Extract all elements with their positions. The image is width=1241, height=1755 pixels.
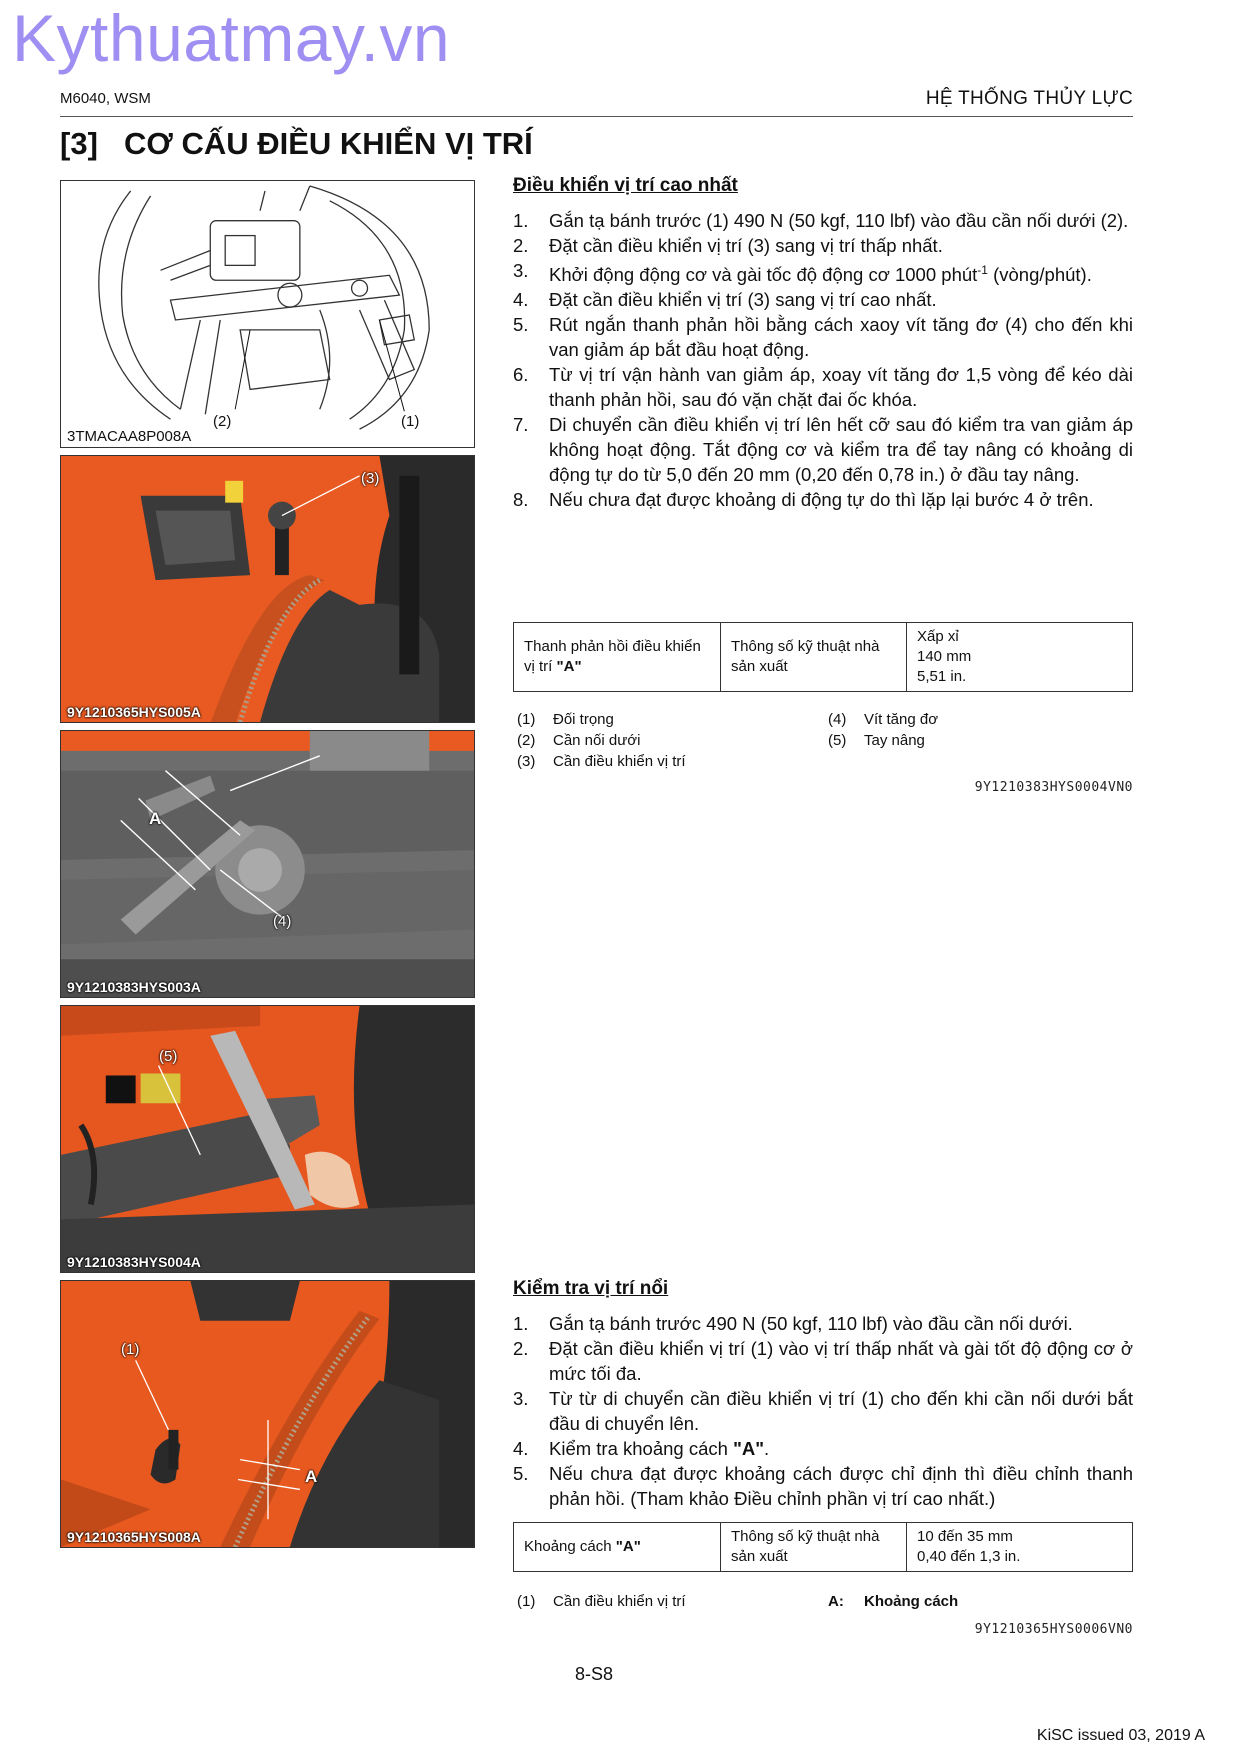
callout-1: (1): [401, 413, 420, 430]
header-chapter: HỆ THỐNG THỦY LỰC: [925, 88, 1133, 109]
callout-A: A: [149, 809, 162, 828]
figure-float-position: [60, 1280, 475, 1548]
callout-2: (2): [213, 413, 232, 430]
legend-top-left: (1) Đối trọng (2) Cần nối dưới (3) Cần điều khiển vị trí: [517, 711, 686, 770]
legend-float-right: A: Khoảng cách: [828, 1593, 959, 1610]
step-number: 3.: [513, 260, 529, 281]
figure-position-lever: [60, 455, 475, 723]
step-text: Rút ngắn thanh phản hồi bằng cách xaoy vít tăng đơ (4) cho đến khi van giảm áp bắt đầu hoạt động.: [549, 314, 1133, 361]
spec-value: Xấp xỉ 140 mm 5,51 in.: [907, 623, 1133, 692]
figure-lift-arm: [60, 1005, 475, 1273]
subsection-title-float: Kiểm tra vị trí nổi: [513, 1278, 669, 1299]
step-number: 4.: [513, 1438, 529, 1459]
section-number: [3]: [60, 126, 98, 161]
figure-turnbuckle: [60, 730, 475, 998]
step-number: 2.: [513, 1338, 529, 1359]
step-text: Đặt cần điều khiển vị trí (3) sang vị trí cao nhất.: [549, 289, 937, 311]
steps-float: [513, 1311, 1133, 1511]
step-item: [513, 258, 1133, 287]
lift-arm-photo-icon: [61, 1006, 474, 1272]
step-text-tail: (vòng/phút).: [987, 264, 1092, 286]
step-text: Từ từ di chuyển cần điều khiển vị trí (1) cho đến khi cần nối dưới bắt đầu di chuyển lên.: [549, 1388, 1133, 1434]
figure-code: 9Y1210365HYS008A: [67, 1529, 201, 1545]
spec-type: Thông số kỹ thuật nhà sản xuất: [721, 1523, 907, 1572]
doc-code-float: 9Y1210365HYS0006VN0: [974, 1622, 1133, 1637]
step-text: Khởi động động cơ và gài tốc độ động cơ 1000 phút: [549, 264, 978, 286]
step-number: 8.: [513, 489, 529, 511]
steps-top-limit: [513, 208, 1133, 512]
callout-3: (3): [361, 470, 380, 487]
section-title: [60, 126, 533, 162]
legend-top-right: (4) Vít tăng đơ (5) Tay nâng: [828, 711, 939, 749]
step-number: 2.: [513, 235, 529, 256]
step-text: Đặt cần điều khiển vị trí (1) vào vị trí thấp nhất và gài tốt độ động cơ ở mức tối đa.: [549, 1338, 1133, 1384]
step-item: [513, 1336, 1133, 1386]
turnbuckle-photo-icon: [61, 731, 474, 997]
callout-5: (5): [159, 1048, 178, 1065]
spec-table-float: [513, 1522, 1133, 1572]
step-superscript: -1: [977, 263, 988, 277]
doc-code-top-limit: 9Y1210383HYS0004VN0: [974, 780, 1133, 795]
step-text: Kiểm tra khoảng cách: [549, 1438, 734, 1459]
lever-photo-icon: [61, 456, 474, 722]
step-item: [513, 487, 1133, 512]
step-bold: "A": [733, 1438, 764, 1459]
section-title-text: CƠ CẤU ĐIỀU KHIỂN VỊ TRÍ: [124, 126, 533, 161]
step-number: 5.: [513, 314, 529, 336]
header-model: M6040, WSM: [60, 90, 151, 107]
step-item: [513, 362, 1133, 412]
step-number: 7.: [513, 414, 529, 436]
callout-A: A: [305, 1467, 318, 1486]
step-text: Đặt cần điều khiển vị trí (3) sang vị trí thấp nhất.: [549, 235, 943, 256]
step-number: 5.: [513, 1463, 529, 1484]
issue-note: KiSC issued 03, 2019 A: [1036, 1727, 1205, 1744]
float-photo-icon: [61, 1281, 474, 1547]
step-item: [513, 1461, 1133, 1511]
spec-table-top-limit: [513, 622, 1133, 692]
callout-1: (1): [121, 1341, 140, 1358]
spec-type: Thông số kỹ thuật nhà sản xuất: [721, 623, 907, 692]
step-number: 1.: [513, 1313, 529, 1334]
watermark: Kythuatmay.vn: [12, 1, 451, 75]
linkage-drawing-icon: [61, 181, 474, 447]
step-item: [513, 1311, 1133, 1336]
step-item: [513, 233, 1133, 258]
step-text: Gắn tạ bánh trước (1) 490 N (50 kgf, 110 lbf) vào đầu cần nối dưới (2).: [549, 210, 1129, 231]
figure-code: 9Y1210365HYS005A: [67, 704, 201, 720]
figure-code: 9Y1210383HYS003A: [67, 979, 201, 995]
step-text: Nếu chưa đạt được khoảng cách được chỉ định thì điều chỉnh thanh phản hồi. (Tham khảo Điều chỉnh phần vị trí cao nhất.): [549, 1463, 1133, 1509]
step-text-tail: .: [763, 1438, 770, 1459]
figure-line-drawing: [60, 180, 475, 448]
legend-float-left: (1) Cần điều khiển vị trí: [517, 1593, 686, 1610]
step-number: 3.: [513, 1388, 529, 1409]
step-number: 6.: [513, 364, 529, 386]
step-item: [513, 208, 1133, 233]
spec-item: Khoảng cách "A": [514, 1523, 721, 1572]
step-item: [513, 1436, 1133, 1461]
figure-code: 3TMACAA8P008A: [67, 428, 192, 445]
step-text: Từ vị trí vận hành van giảm áp, xoay vít tăng đơ 1,5 vòng để kéo dài thanh phản hồi, sau đó vặn chặt đai ốc khóa.: [549, 364, 1133, 411]
header-rule: [60, 116, 1133, 117]
subsection-title-top-limit: Điều khiển vị trí cao nhất: [513, 175, 738, 196]
step-item: [513, 287, 1133, 312]
step-number: 1.: [513, 210, 529, 231]
callout-4: (4): [273, 913, 292, 930]
step-text: Nếu chưa đạt được khoảng di động tự do thì lặp lại bước 4 ở trên.: [549, 489, 1094, 511]
step-item: [513, 312, 1133, 362]
spec-value: 10 đến 35 mm 0,40 đến 1,3 in.: [907, 1523, 1133, 1572]
step-text: Di chuyển cần điều khiển vị trí lên hết cỡ sau đó kiểm tra van giảm áp không hoạt động. Tắt động cơ và kiểm tra để tay nâng có khoảng di động tự do từ 5,0 đến 20 mm (0,20 đến 0,78 in.) ở đầu tay nâng.: [549, 414, 1133, 486]
step-item: [513, 1386, 1133, 1436]
step-item: [513, 412, 1133, 487]
figure-code: 9Y1210383HYS004A: [67, 1254, 201, 1270]
step-text: Gắn tạ bánh trước 490 N (50 kgf, 110 lbf) vào đầu cần nối dưới.: [549, 1313, 1073, 1334]
spec-item: Thanh phản hồi điều khiển vị trí "A": [514, 623, 721, 692]
step-number: 4.: [513, 289, 529, 311]
page-number: 8-S8: [575, 1664, 614, 1684]
